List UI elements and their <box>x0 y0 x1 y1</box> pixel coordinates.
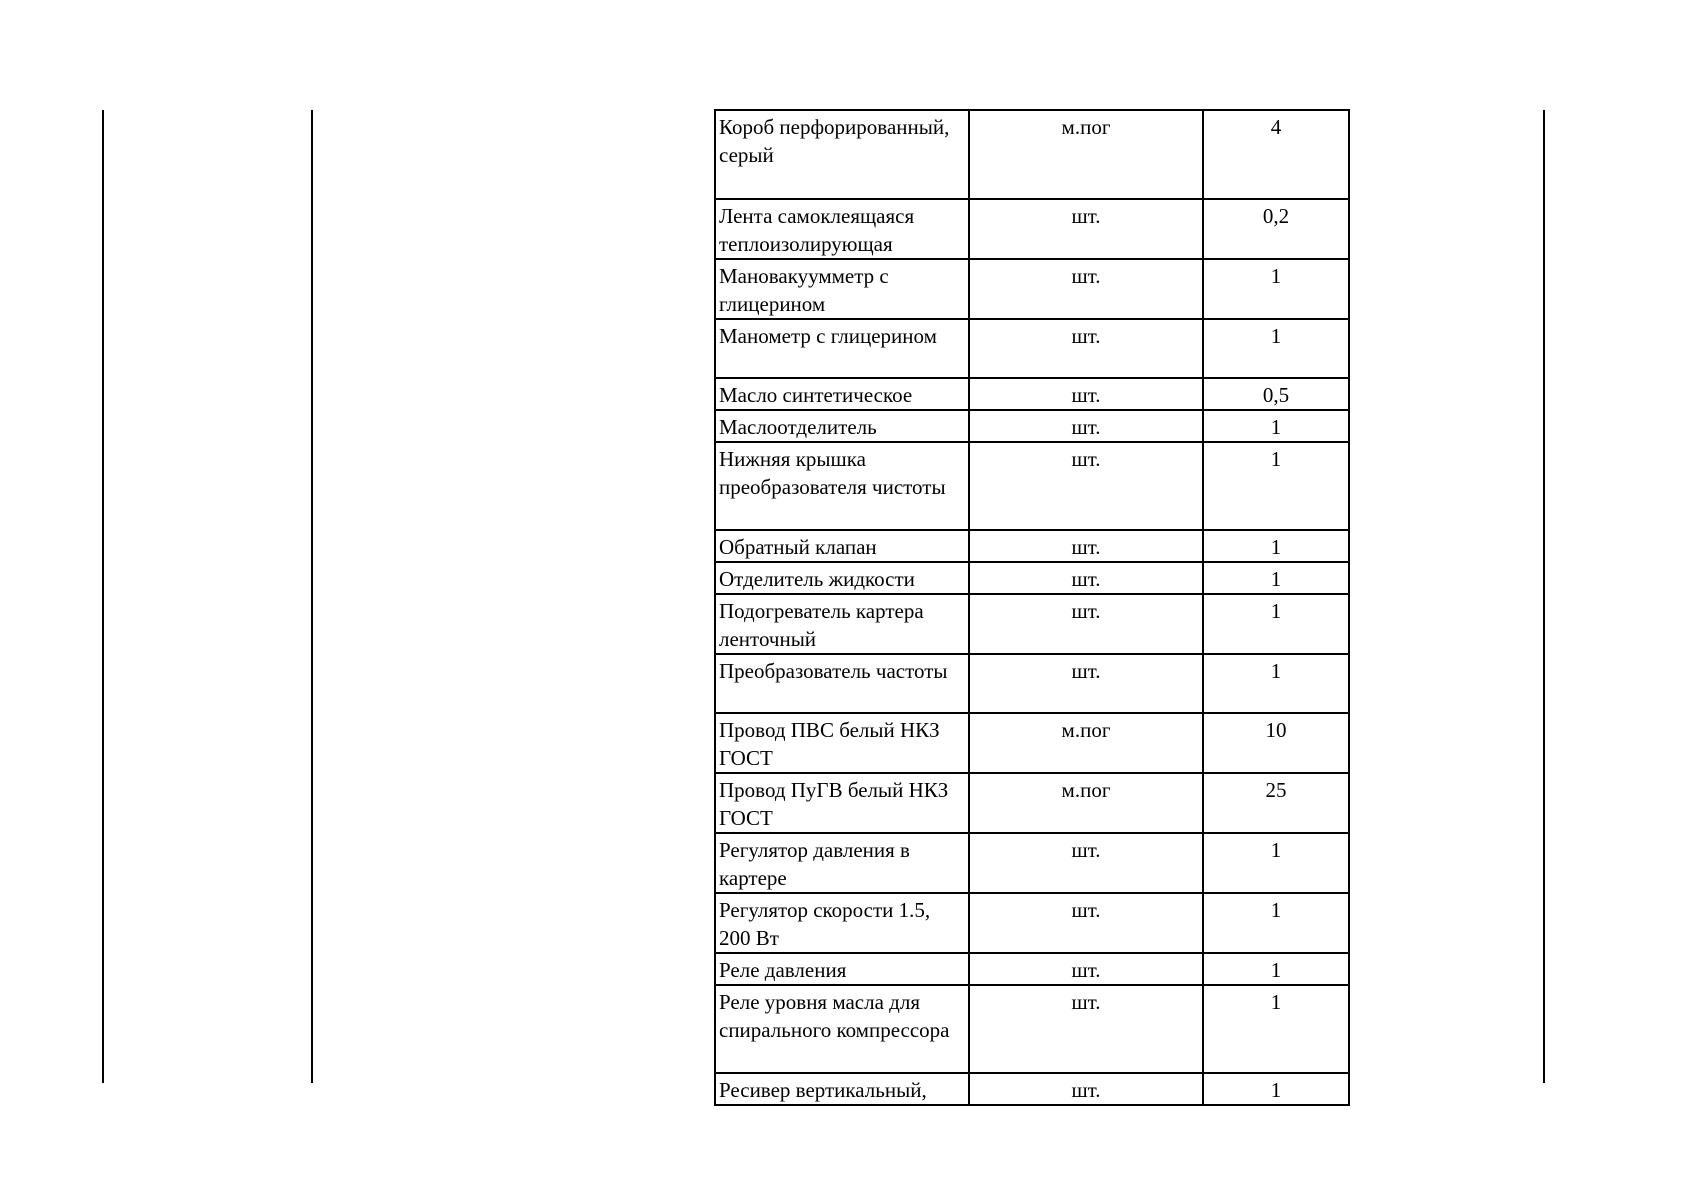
table-row <box>715 833 1349 893</box>
item-qty-cell: 1 <box>1203 530 1349 562</box>
item-qty-cell: 1 <box>1203 893 1349 953</box>
item-name-cell: Регулятор давления в картере <box>715 833 969 893</box>
item-unit-cell: шт. <box>969 953 1203 985</box>
item-unit-cell: м.пог <box>969 713 1203 773</box>
table-row <box>715 654 1349 713</box>
left-border-line <box>102 110 104 1083</box>
item-name-cell: Нижняя крышка преобразователя чистоты <box>715 442 969 530</box>
item-qty-cell: 1 <box>1203 594 1349 654</box>
item-unit-cell: шт. <box>969 893 1203 953</box>
table-row <box>715 985 1349 1073</box>
item-unit-cell: шт. <box>969 259 1203 319</box>
item-qty-cell: 1 <box>1203 442 1349 530</box>
item-unit-cell: шт. <box>969 410 1203 442</box>
item-unit-cell: м.пог <box>969 110 1203 199</box>
item-name-cell: Отделитель жидкости <box>715 562 969 594</box>
table-row <box>715 773 1349 833</box>
table-row <box>715 562 1349 594</box>
item-name-cell: Провод ПВС белый НКЗ ГОСТ <box>715 713 969 773</box>
item-qty-cell: 1 <box>1203 833 1349 893</box>
table-row <box>715 530 1349 562</box>
item-qty-cell: 0,2 <box>1203 199 1349 259</box>
item-unit-cell: шт. <box>969 594 1203 654</box>
column-divider-line <box>311 110 313 1083</box>
item-unit-cell: шт. <box>969 378 1203 410</box>
item-name-cell: Преобразователь частоты <box>715 654 969 713</box>
table-row <box>715 410 1349 442</box>
item-unit-cell: шт. <box>969 530 1203 562</box>
right-border-line <box>1543 110 1545 1083</box>
item-qty-cell: 1 <box>1203 319 1349 378</box>
table-row <box>715 1073 1349 1105</box>
item-qty-cell: 0,5 <box>1203 378 1349 410</box>
item-qty-cell: 1 <box>1203 953 1349 985</box>
table-row <box>715 953 1349 985</box>
table-row <box>715 199 1349 259</box>
item-qty-cell: 25 <box>1203 773 1349 833</box>
item-name-cell: Обратный клапан <box>715 530 969 562</box>
item-unit-cell: шт. <box>969 442 1203 530</box>
item-unit-cell: шт. <box>969 199 1203 259</box>
table-row <box>715 319 1349 378</box>
item-qty-cell: 1 <box>1203 654 1349 713</box>
table-row <box>715 594 1349 654</box>
item-qty-cell: 4 <box>1203 110 1349 199</box>
item-name-cell: Манометр с глицерином <box>715 319 969 378</box>
item-qty-cell: 1 <box>1203 259 1349 319</box>
item-unit-cell: шт. <box>969 562 1203 594</box>
item-unit-cell: шт. <box>969 985 1203 1073</box>
item-name-cell: Подогреватель картера ленточный <box>715 594 969 654</box>
item-name-cell: Маслоотделитель <box>715 410 969 442</box>
item-qty-cell: 1 <box>1203 562 1349 594</box>
item-unit-cell: шт. <box>969 654 1203 713</box>
item-name-cell: Лента самоклеящаяся теплоизолирующая <box>715 199 969 259</box>
table-row <box>715 442 1349 530</box>
item-name-cell: Мановакуумметр с глицерином <box>715 259 969 319</box>
table-row <box>715 893 1349 953</box>
item-qty-cell: 1 <box>1203 985 1349 1073</box>
table-row <box>715 378 1349 410</box>
table-row <box>715 259 1349 319</box>
table-row <box>715 713 1349 773</box>
item-qty-cell: 10 <box>1203 713 1349 773</box>
item-name-cell: Реле уровня масла для спирального компрессора <box>715 985 969 1073</box>
item-unit-cell: м.пог <box>969 773 1203 833</box>
item-name-cell: Короб перфорированный, серый <box>715 110 969 199</box>
item-name-cell: Масло синтетическое <box>715 378 969 410</box>
item-unit-cell: шт. <box>969 833 1203 893</box>
item-name-cell: Ресивер вертикальный, <box>715 1073 969 1105</box>
table-row <box>715 110 1349 199</box>
materials-table <box>714 109 1350 1106</box>
item-qty-cell: 1 <box>1203 1073 1349 1105</box>
item-name-cell: Регулятор скорости 1.5, 200 Вт <box>715 893 969 953</box>
item-qty-cell: 1 <box>1203 410 1349 442</box>
item-unit-cell: шт. <box>969 1073 1203 1105</box>
item-name-cell: Провод ПуГВ белый НКЗ ГОСТ <box>715 773 969 833</box>
item-unit-cell: шт. <box>969 319 1203 378</box>
item-name-cell: Реле давления <box>715 953 969 985</box>
